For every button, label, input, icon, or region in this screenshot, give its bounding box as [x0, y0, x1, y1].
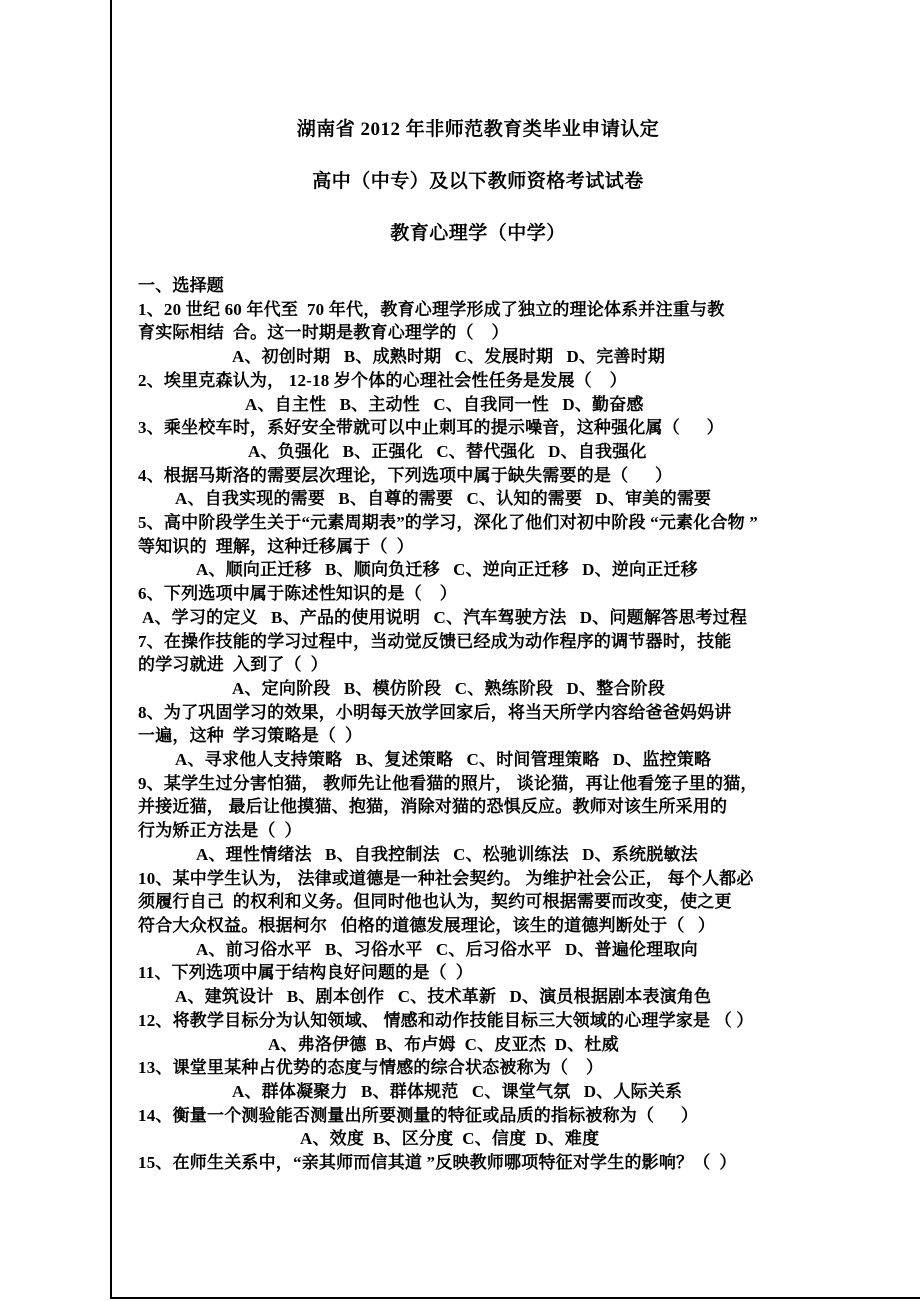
- exam-text-line: 的学习就进 入到了（ ）: [138, 655, 328, 675]
- exam-body: [138, 274, 818, 1175]
- exam-text-line: 符合大众权益。根据柯尔 伯格的道德发展理论，该生的道德判断处于（ ）: [138, 915, 716, 935]
- exam-text-line: A、顺向正迁移 B、顺向负迁移 C、逆向正迁移 D、逆向正迁移: [196, 560, 698, 580]
- exam-title-line: 高中（中专）及以下教师资格考试试卷: [312, 171, 644, 192]
- exam-text-line: A、寻求他人支持策略 B、复述策略 C、时间管理策略 D、监控策略: [175, 750, 712, 770]
- exam-text-line: A、效度 B、区分度 C、信度 D、难度: [300, 1129, 600, 1149]
- exam-text-line: 2、埃里克森认为， 12-18 岁个体的心理社会性任务是发展（ ）: [138, 370, 627, 390]
- exam-text-line: 等知识的 理解，这种迁移属于（ ）: [138, 536, 414, 556]
- exam-text-line: 4、根据马斯洛的需要层次理论，下列选项中属于缺失需要的是（ ）: [138, 465, 673, 485]
- exam-text-line: 7、在操作技能的学习过程中，当动觉反馈已经成为动作程序的调节器时，技能: [138, 631, 732, 651]
- exam-text-line: 13、课堂里某种占优势的态度与情感的综合状态被称为（ ）: [138, 1058, 604, 1078]
- exam-text-line: 11、下列选项中属于结构良好问题的是（ ）: [138, 963, 473, 983]
- exam-title-line: 教育心理学（中学）: [390, 223, 566, 244]
- exam-text-line: 1、20 世纪 60 年代至 70 年代，教育心理学形成了独立的理论体系并注重与教: [138, 299, 725, 319]
- exam-text-line: 12、将教学目标分为认知领域、 情感和动作技能目标三大领域的心理学家是 （ ）: [138, 1010, 754, 1030]
- exam-text-line: A、理性情绪法 B、自我控制法 C、松驰训练法 D、系统脱敏法: [196, 844, 698, 864]
- document-page: [138, 118, 818, 1175]
- exam-text-line: 15、在师生关系中，“亲其师而信其道 ”反映教师哪项特征对学生的影响？（ ）: [138, 1153, 737, 1173]
- exam-text-line: 8、为了巩固学习的效果，小明每天放学回家后，将当天所学内容给爸爸妈妈讲: [138, 702, 732, 722]
- exam-text-line: A、定向阶段 B、模仿阶段 C、熟练阶段 D、整合阶段: [232, 678, 666, 698]
- exam-text-line: 一、选择题: [138, 276, 224, 295]
- page-border-bottom: [110, 1297, 920, 1299]
- exam-text-line: A、前习俗水平 B、习俗水平 C、后习俗水平 D、普遍伦理取向: [196, 939, 698, 959]
- exam-text-line: 14、衡量一个测验能否测量出所要测量的特征或品质的指标被称为（ ）: [138, 1105, 699, 1125]
- exam-text-line: 10、某中学生认为， 法律或道德是一种社会契约。 为维护社会公正， 每个人都必: [138, 868, 754, 888]
- exam-text-line: A、弗洛伊德 B、布卢姆 C、皮亚杰 D、杜威: [268, 1034, 619, 1054]
- exam-text-line: A、群体凝聚力 B、群体规范 C、课堂气氛 D、人际关系: [232, 1081, 683, 1101]
- exam-title-line: 湖南省 2012 年非师范教育类毕业申请认定: [296, 119, 660, 140]
- exam-text-line: A、自主性 B、主动性 C、自我同一性 D、勤奋感: [245, 394, 644, 414]
- exam-text-line: A、学习的定义 B、产品的使用说明 C、汽车驾驶方法 D、问题解答思考过程: [142, 607, 748, 627]
- exam-text-line: 9、某学生过分害怕猫， 教师先让他看猫的照片， 谈论猫，再让他看笼子里的猫，: [138, 773, 758, 793]
- exam-text-line: A、初创时期 B、成熟时期 C、发展时期 D、完善时期: [232, 347, 666, 367]
- exam-text-line: 6、下列选项中属于陈述性知识的是（ ）: [138, 584, 457, 604]
- exam-text-line: 须履行自己 的权利和义务。但同时他也认为，契约可根据需要而改变，使之更: [138, 892, 732, 912]
- exam-text-line: 并接近猫， 最后让他摸猫、抱猫，消除对猫的恐惧反应。教师对该生所采用的: [138, 797, 728, 817]
- exam-text-line: 行为矫正方法是（ ）: [138, 821, 302, 841]
- exam-text-line: 5、高中阶段学生关于“元素周期表”的学习，深化了他们对初中阶段 “元素化合物 ”: [138, 513, 758, 533]
- exam-text-line: 3、乘坐校车时，系好安全带就可以中止刺耳的提示噪音，这种强化属（ ）: [138, 418, 724, 438]
- exam-text-line: A、自我实现的需要 B、自尊的需要 C、认知的需要 D、审美的需要: [175, 489, 712, 509]
- exam-title-block: [138, 118, 818, 246]
- exam-text-line: A、建筑设计 B、剧本创作 C、技术革新 D、演员根据剧本表演角色: [175, 987, 712, 1007]
- exam-text-line: 育实际相结 合。这一时期是教育心理学的（ ）: [138, 323, 509, 343]
- exam-text-line: A、负强化 B、正强化 C、替代强化 D、自我强化: [248, 441, 647, 461]
- page-border-left: [110, 0, 112, 1299]
- exam-text-line: 一遍，这种 学习策略是（ ）: [138, 726, 363, 746]
